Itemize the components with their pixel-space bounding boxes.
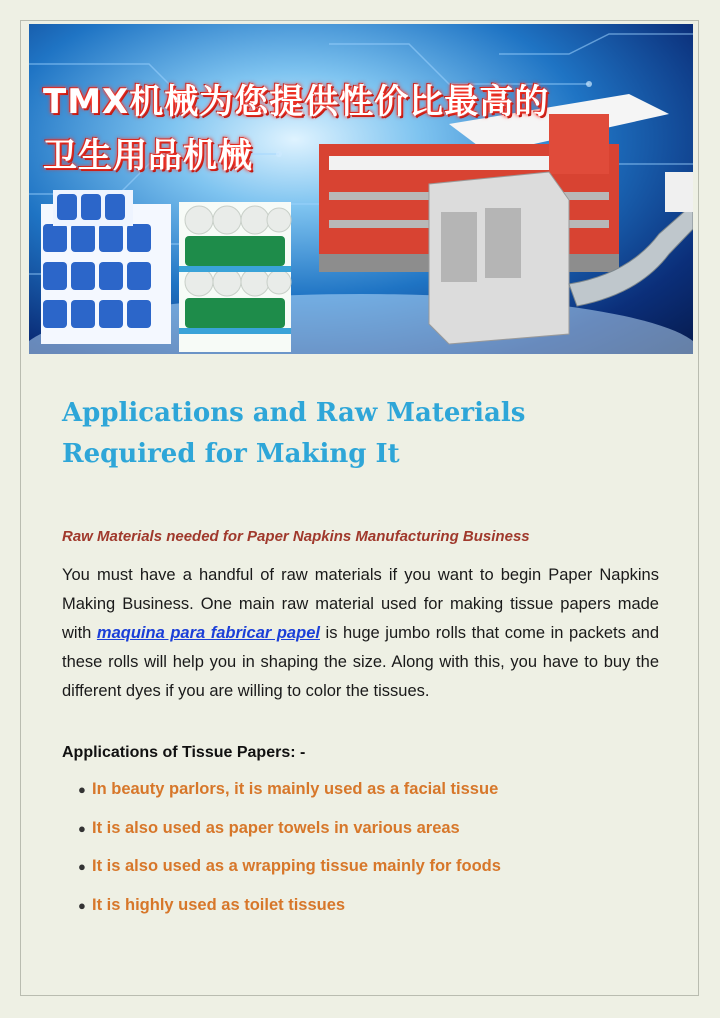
list-item xyxy=(78,819,501,858)
list-item-text: It is also used as paper towels in various areas xyxy=(92,818,460,837)
list-item xyxy=(78,780,501,819)
body-paragraph xyxy=(62,561,659,706)
machine-link[interactable]: maquina para fabricar papel xyxy=(96,624,320,642)
paragraph-text-end: is huge jumbo rolls that come in packets and these rolls will help you in shaping the size. Along with this, you have to buy the different dyes if you are willing to color the tissues. xyxy=(62,624,659,700)
bullet-icon: ● xyxy=(78,820,86,836)
bullet-icon: ● xyxy=(78,859,86,874)
bullet-icon: ● xyxy=(78,782,86,797)
paragraph-text-start: You must have a handful of raw materials if you want to begin Paper Napkins Making Business. One main raw material used for making tissue papers made with xyxy=(62,566,659,642)
list-item xyxy=(78,857,501,896)
applications-list xyxy=(78,780,501,934)
bullet-icon: ● xyxy=(78,897,86,913)
banner-image xyxy=(29,24,693,354)
toilet-roll-stack xyxy=(41,190,171,344)
banner-title-line1: TMX机械为您提供性价比最高的 xyxy=(43,82,550,122)
list-item-text: It is also used as a wrapping tissue mainly for foods xyxy=(92,857,501,875)
paper-towel-packs xyxy=(179,202,291,352)
list-item-text: It is highly used as toilet tissues xyxy=(92,895,346,914)
subheading: Raw Materials needed for Paper Napkins Manufacturing Business xyxy=(62,528,530,545)
list-item xyxy=(78,896,501,935)
list-item-text: In beauty parlors, it is mainly used as a facial tissue xyxy=(92,780,499,798)
banner-title-line2: 卫生用品机械 xyxy=(43,136,253,176)
section-heading: Applications and Raw Materials Required for Making It xyxy=(62,398,526,469)
applications-heading: Applications of Tissue Papers: - xyxy=(62,744,306,761)
